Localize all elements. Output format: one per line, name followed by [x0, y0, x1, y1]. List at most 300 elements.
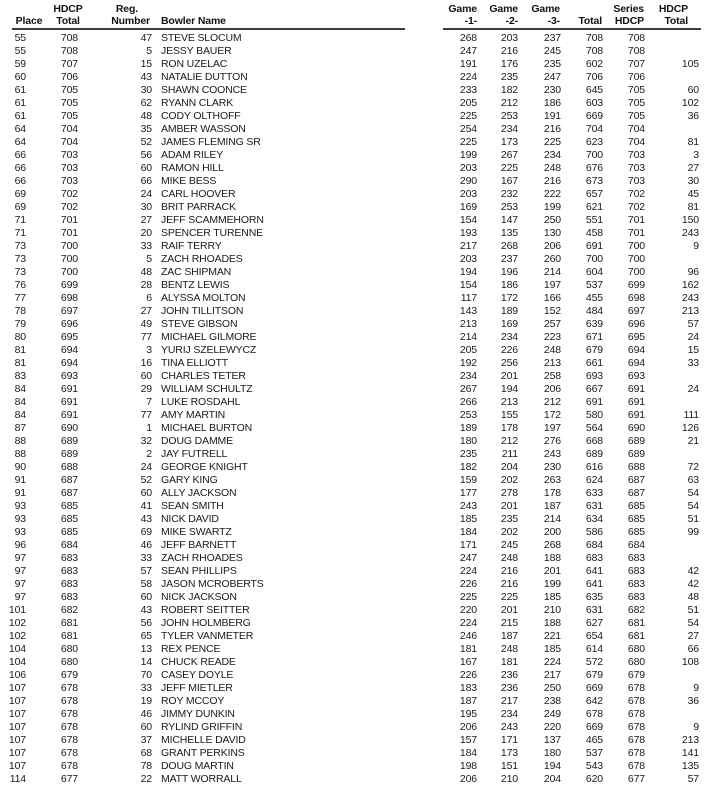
cell-hdcp-total-right: 24: [687, 331, 699, 343]
cell-hdcp-total-right: 36: [687, 110, 699, 122]
cell-game-2: 216: [500, 565, 518, 577]
col-header-total-line1: [562, 3, 602, 15]
cell-game-1: 213: [459, 318, 477, 330]
cell-series-hdcp: 678: [627, 682, 645, 694]
cell-place: 97: [14, 565, 26, 577]
cell-total: 700: [585, 149, 603, 161]
cell-total: 641: [585, 565, 603, 577]
cell-place: 71: [14, 214, 26, 226]
cell-game-1: 184: [459, 747, 477, 759]
cell-game-2: 225: [500, 162, 518, 174]
cell-series-hdcp: 689: [627, 448, 645, 460]
cell-game-2: 232: [500, 188, 518, 200]
cell-game-3: 200: [543, 526, 561, 538]
cell-series-hdcp: 683: [627, 565, 645, 577]
cell-hdcp-total-right: [646, 32, 700, 45]
table-row: [0, 110, 705, 123]
cell-place: 91: [14, 487, 26, 499]
cell-game-2: 171: [500, 734, 518, 746]
cell-game-1: 203: [459, 253, 477, 265]
cell-place: 84: [14, 383, 26, 395]
cell-reg-number: 33: [140, 240, 152, 252]
cell-series-hdcp: 694: [627, 357, 645, 369]
cell-hdcp-total-left: 703: [60, 175, 78, 187]
table-row: [0, 201, 705, 214]
cell-hdcp-total-right: 24: [687, 383, 699, 395]
cell-total: 689: [585, 448, 603, 460]
cell-reg-number: 47: [140, 32, 152, 44]
cell-game-3: 276: [543, 435, 561, 447]
cell-game-3: 213: [543, 357, 561, 369]
column-gap: [405, 318, 443, 331]
cell-hdcp-total-left: 685: [60, 513, 78, 525]
cell-hdcp-total-left: 683: [60, 565, 78, 577]
cell-reg-number: 60: [140, 487, 152, 499]
column-gap: [405, 747, 443, 760]
cell-hdcp-total-right: 162: [681, 279, 699, 291]
column-gap: [405, 760, 443, 773]
column-gap: [405, 214, 443, 227]
cell-bowler-name: CHARLES TETER: [161, 370, 246, 382]
cell-game-2: 237: [500, 253, 518, 265]
cell-game-2: 204: [500, 461, 518, 473]
cell-hdcp-total-left: 704: [60, 123, 78, 135]
cell-game-3: 188: [543, 552, 561, 564]
cell-reg-number: 48: [140, 110, 152, 122]
col-header-game-1-line2: -1-: [464, 15, 477, 27]
cell-series-hdcp: 682: [627, 604, 645, 616]
cell-hdcp-total-right: 45: [687, 188, 699, 200]
table-row: [0, 97, 705, 110]
cell-bowler-name: ALYSSA MOLTON: [161, 292, 246, 304]
cell-place: 61: [14, 110, 26, 122]
cell-hdcp-total-left: 689: [60, 448, 78, 460]
cell-total: 602: [585, 58, 603, 70]
table-row: [0, 565, 705, 578]
col-header-hdcp-total-left: [44, 3, 92, 27]
cell-bowler-name: CASEY DOYLE: [161, 669, 234, 681]
table-row: [0, 383, 705, 396]
column-gap: [405, 266, 443, 279]
cell-game-1: 235: [459, 448, 477, 460]
cell-game-1: 182: [459, 461, 477, 473]
column-gap: [405, 84, 443, 97]
column-gap: [405, 630, 443, 643]
header-divider-right: [443, 28, 701, 30]
cell-reg-number: 14: [140, 656, 152, 668]
cell-series-hdcp: 678: [627, 747, 645, 759]
cell-series-hdcp: 678: [627, 734, 645, 746]
cell-reg-number: 29: [140, 383, 152, 395]
cell-total: 669: [585, 682, 603, 694]
cell-place: 66: [14, 162, 26, 174]
cell-game-2: 202: [500, 474, 518, 486]
table-row: [0, 370, 705, 383]
cell-game-2: 201: [500, 500, 518, 512]
cell-game-2: 212: [500, 435, 518, 447]
cell-bowler-name: RYANN CLARK: [161, 97, 234, 109]
cell-game-1: 181: [459, 643, 477, 655]
cell-series-hdcp: 706: [627, 71, 645, 83]
cell-game-1: 206: [459, 773, 477, 785]
cell-place: 97: [14, 578, 26, 590]
cell-total: 693: [585, 370, 603, 382]
cell-game-3: 263: [543, 474, 561, 486]
cell-hdcp-total-right: 108: [681, 656, 699, 668]
cell-game-2: 253: [500, 201, 518, 213]
cell-hdcp-total-left: 694: [60, 344, 78, 356]
column-gap: [405, 331, 443, 344]
cell-total: 623: [585, 136, 603, 148]
cell-game-1: 185: [459, 513, 477, 525]
cell-game-2: 151: [500, 760, 518, 772]
cell-reg-number: 52: [140, 136, 152, 148]
col-header-hdcp-total-left-line1: HDCP: [53, 3, 83, 15]
cell-game-1: 184: [459, 526, 477, 538]
cell-hdcp-total-left: 679: [60, 669, 78, 681]
cell-bowler-name: MICHAEL GILMORE: [161, 331, 257, 343]
cell-bowler-name: JAY FUTRELL: [161, 448, 228, 460]
column-gap: [405, 591, 443, 604]
cell-total: 580: [585, 409, 603, 421]
cell-game-3: 258: [543, 370, 561, 382]
column-gap: [405, 695, 443, 708]
cell-place: 107: [8, 695, 26, 707]
cell-game-2: 176: [500, 58, 518, 70]
cell-hdcp-total-left: 678: [60, 721, 78, 733]
cell-total: 604: [585, 266, 603, 278]
cell-hdcp-total-left: 680: [60, 643, 78, 655]
cell-reg-number: 43: [140, 604, 152, 616]
table-row: [0, 682, 705, 695]
cell-place: 73: [14, 240, 26, 252]
cell-hdcp-total-left: 691: [60, 383, 78, 395]
cell-game-1: 224: [459, 71, 477, 83]
cell-game-2: 189: [500, 305, 518, 317]
cell-game-2: 186: [500, 279, 518, 291]
cell-hdcp-total-left: 685: [60, 526, 78, 538]
cell-place: 114: [9, 773, 26, 785]
cell-place: 61: [14, 84, 26, 96]
cell-hdcp-total-right: 141: [681, 747, 699, 759]
cell-reg-number: 5: [146, 45, 152, 57]
cell-series-hdcp: 705: [627, 110, 645, 122]
cell-hdcp-total-right: 36: [687, 695, 699, 707]
cell-game-3: 223: [543, 331, 561, 343]
cell-game-1: 203: [459, 162, 477, 174]
cell-bowler-name: NATALIE DUTTON: [161, 71, 248, 83]
cell-game-2: 212: [500, 97, 518, 109]
cell-hdcp-total-left: 691: [60, 396, 78, 408]
cell-game-1: 233: [459, 84, 477, 96]
column-gap: [405, 513, 443, 526]
table-row: [0, 747, 705, 760]
cell-game-3: 238: [543, 695, 561, 707]
cell-game-3: 185: [543, 643, 561, 655]
cell-game-3: 130: [543, 227, 561, 239]
table-row: [0, 734, 705, 747]
cell-hdcp-total-left: 693: [60, 370, 78, 382]
cell-hdcp-total-right: 60: [687, 84, 699, 96]
cell-bowler-name: BENTZ LEWIS: [161, 279, 230, 291]
cell-place: 107: [8, 760, 26, 772]
cell-game-2: 182: [500, 84, 518, 96]
table-row: [0, 292, 705, 305]
cell-reg-number: 69: [140, 526, 152, 538]
cell-game-2: 135: [500, 227, 518, 239]
table-row: [0, 409, 705, 422]
cell-hdcp-total-left: 702: [60, 188, 78, 200]
cell-place: 60: [14, 71, 26, 83]
cell-place: 83: [14, 370, 26, 382]
cell-hdcp-total-left: 700: [60, 240, 78, 252]
cell-total: 572: [585, 656, 603, 668]
cell-hdcp-total-left: 703: [60, 149, 78, 161]
column-gap: [405, 344, 443, 357]
cell-bowler-name: ADAM RILEY: [161, 149, 224, 161]
col-header-reg-number-line1: Reg.: [115, 3, 138, 15]
cell-hdcp-total-right: [646, 253, 700, 266]
cell-bowler-name: MATT WORRALL: [161, 773, 242, 785]
cell-hdcp-total-right: 9: [693, 240, 699, 252]
table-row: [0, 448, 705, 461]
cell-series-hdcp: 688: [627, 461, 645, 473]
cell-game-3: 268: [543, 539, 561, 551]
cell-game-3: 235: [543, 58, 561, 70]
table-row: [0, 708, 705, 721]
cell-bowler-name: JAMES FLEMING SR: [161, 136, 261, 148]
cell-game-3: 250: [543, 214, 561, 226]
column-gap: [405, 253, 443, 266]
cell-game-3: 217: [543, 669, 561, 681]
cell-bowler-name: DOUG DAMME: [161, 435, 234, 447]
column-gap: [405, 422, 443, 435]
cell-total: 631: [585, 500, 603, 512]
cell-hdcp-total-left: 708: [60, 32, 78, 44]
cell-game-2: 217: [500, 695, 518, 707]
cell-bowler-name: MIKE BESS: [161, 175, 217, 187]
cell-game-3: 250: [543, 682, 561, 694]
cell-reg-number: 20: [140, 227, 152, 239]
cell-total: 679: [585, 669, 603, 681]
cell-series-hdcp: 703: [627, 149, 645, 161]
cell-hdcp-total-left: 696: [60, 318, 78, 330]
cell-bowler-name: JEFF SCAMMEHORN: [161, 214, 264, 226]
cell-hdcp-total-left: 684: [60, 539, 78, 551]
cell-game-3: 234: [543, 149, 561, 161]
column-gap: [405, 370, 443, 383]
cell-bowler-name: SHAWN COONCE: [161, 84, 247, 96]
col-header-game-3-line1: Game: [531, 3, 560, 15]
cell-game-3: 214: [543, 513, 561, 525]
cell-total: 667: [585, 383, 603, 395]
cell-hdcp-total-right: 96: [687, 266, 699, 278]
cell-hdcp-total-left: 683: [60, 591, 78, 603]
table-row: [0, 474, 705, 487]
col-header-game-3-line2: -3-: [547, 15, 560, 27]
cell-series-hdcp: 683: [627, 552, 645, 564]
column-gap: [405, 656, 443, 669]
cell-game-1: 169: [459, 201, 477, 213]
column-gap: [405, 383, 443, 396]
table-row: [0, 253, 705, 266]
table-row: [0, 721, 705, 734]
cell-bowler-name: MICHELLE DAVID: [161, 734, 246, 746]
cell-game-1: 195: [459, 708, 477, 720]
cell-hdcp-total-right: [646, 45, 700, 58]
cell-series-hdcp: 680: [627, 643, 645, 655]
cell-series-hdcp: 689: [627, 435, 645, 447]
cell-game-3: 249: [543, 708, 561, 720]
cell-total: 708: [585, 45, 603, 57]
cell-hdcp-total-right: 243: [681, 292, 699, 304]
cell-game-2: 181: [500, 656, 518, 668]
cell-hdcp-total-right: 105: [681, 58, 699, 70]
column-gap: [405, 3, 443, 27]
cell-reg-number: 70: [140, 669, 152, 681]
cell-hdcp-total-left: 677: [60, 773, 78, 785]
cell-game-2: 173: [500, 136, 518, 148]
cell-bowler-name: REX PENCE: [161, 643, 221, 655]
cell-bowler-name: NICK JACKSON: [161, 591, 237, 603]
cell-game-3: 197: [543, 422, 561, 434]
cell-bowler-name: RYLIND GRIFFIN: [161, 721, 243, 733]
column-gap: [405, 227, 443, 240]
cell-game-1: 154: [459, 214, 477, 226]
col-header-game-2-line1: Game: [489, 3, 518, 15]
col-header-game-1: [443, 3, 479, 27]
cell-bowler-name: YURIJ SZELEWYCZ: [161, 344, 257, 356]
cell-hdcp-total-right: 27: [687, 630, 699, 642]
cell-game-1: 243: [459, 500, 477, 512]
cell-hdcp-total-right: 111: [683, 409, 699, 421]
cell-bowler-name: SEAN PHILLIPS: [161, 565, 237, 577]
cell-reg-number: 32: [140, 435, 152, 447]
cell-game-2: 201: [500, 604, 518, 616]
cell-place: 87: [14, 422, 26, 434]
cell-game-3: 204: [543, 773, 561, 785]
cell-hdcp-total-left: 699: [60, 279, 78, 291]
col-header-hdcp-total-left-line2: Total: [56, 15, 80, 27]
cell-bowler-name: JEFF MIETLER: [161, 682, 233, 694]
cell-place: 64: [14, 123, 26, 135]
cell-series-hdcp: 694: [627, 344, 645, 356]
cell-bowler-name: LUKE ROSDAHL: [161, 396, 241, 408]
cell-game-3: 212: [543, 396, 561, 408]
cell-reg-number: 2: [146, 448, 152, 460]
cell-total: 627: [585, 617, 603, 629]
cell-game-1: 220: [459, 604, 477, 616]
cell-hdcp-total-left: 700: [60, 253, 78, 265]
cell-total: 684: [585, 539, 603, 551]
cell-place: 64: [14, 136, 26, 148]
cell-place: 107: [8, 747, 26, 759]
cell-total: 706: [585, 71, 603, 83]
cell-game-1: 191: [459, 58, 477, 70]
cell-total: 455: [585, 292, 603, 304]
cell-reg-number: 60: [140, 591, 152, 603]
cell-place: 93: [14, 500, 26, 512]
cell-game-1: 199: [459, 149, 477, 161]
cell-game-1: 193: [459, 227, 477, 239]
cell-reg-number: 43: [140, 513, 152, 525]
column-gap: [405, 461, 443, 474]
cell-reg-number: 6: [146, 292, 152, 304]
cell-bowler-name: GRANT PERKINS: [161, 747, 245, 759]
cell-bowler-name: JEFF BARNETT: [161, 539, 237, 551]
cell-game-2: 248: [500, 552, 518, 564]
column-gap: [405, 487, 443, 500]
column-gap: [405, 58, 443, 71]
cell-hdcp-total-right: 21: [687, 435, 699, 447]
cell-series-hdcp: 705: [627, 84, 645, 96]
col-header-bowler-name-line1: [161, 3, 405, 15]
cell-series-hdcp: 677: [627, 773, 645, 785]
cell-game-1: 192: [459, 357, 477, 369]
column-gap: [405, 279, 443, 292]
cell-bowler-name: WILLIAM SCHULTZ: [161, 383, 253, 395]
cell-game-2: 167: [500, 175, 518, 187]
cell-game-2: 211: [501, 448, 518, 460]
cell-reg-number: 48: [140, 266, 152, 278]
cell-game-2: 268: [500, 240, 518, 252]
cell-game-2: 194: [500, 383, 518, 395]
cell-series-hdcp: 704: [627, 123, 645, 135]
cell-bowler-name: BRIT PARRACK: [161, 201, 236, 213]
cell-game-2: 248: [500, 643, 518, 655]
cell-hdcp-total-right: 48: [687, 591, 699, 603]
table-row: [0, 305, 705, 318]
cell-hdcp-total-left: 706: [60, 71, 78, 83]
cell-total: 669: [585, 721, 603, 733]
cell-game-3: 260: [543, 253, 561, 265]
cell-series-hdcp: 707: [627, 58, 645, 70]
column-gap: [405, 162, 443, 175]
col-header-hdcp-total-right-line2: Total: [664, 15, 688, 27]
cell-hdcp-total-left: 678: [60, 682, 78, 694]
table-row: [0, 318, 705, 331]
cell-bowler-name: JESSY BAUER: [161, 45, 232, 57]
cell-total: 673: [585, 175, 603, 187]
cell-bowler-name: SEAN SMITH: [161, 500, 224, 512]
header-row: [0, 3, 705, 27]
cell-series-hdcp: 687: [627, 487, 645, 499]
cell-bowler-name: MICHAEL BURTON: [161, 422, 253, 434]
col-header-place-line1: [14, 3, 44, 15]
cell-total: 639: [585, 318, 603, 330]
cell-game-1: 194: [459, 266, 477, 278]
cell-place: 79: [14, 318, 26, 330]
cell-hdcp-total-right: 54: [687, 617, 699, 629]
cell-hdcp-total-right: [646, 448, 700, 461]
cell-hdcp-total-left: 703: [60, 162, 78, 174]
column-gap: [405, 669, 443, 682]
cell-place: 59: [14, 58, 26, 70]
table-row: [0, 656, 705, 669]
cell-game-3: 216: [543, 123, 561, 135]
cell-hdcp-total-right: 57: [687, 318, 699, 330]
cell-hdcp-total-left: 708: [60, 45, 78, 57]
cell-total: 676: [585, 162, 603, 174]
cell-hdcp-total-right: 63: [687, 474, 699, 486]
column-gap: [405, 357, 443, 370]
cell-total: 614: [585, 643, 603, 655]
cell-reg-number: 35: [140, 123, 152, 135]
cell-reg-number: 68: [140, 747, 152, 759]
cell-reg-number: 77: [140, 409, 152, 421]
cell-hdcp-total-left: 678: [60, 747, 78, 759]
cell-hdcp-total-right: 213: [681, 305, 699, 317]
